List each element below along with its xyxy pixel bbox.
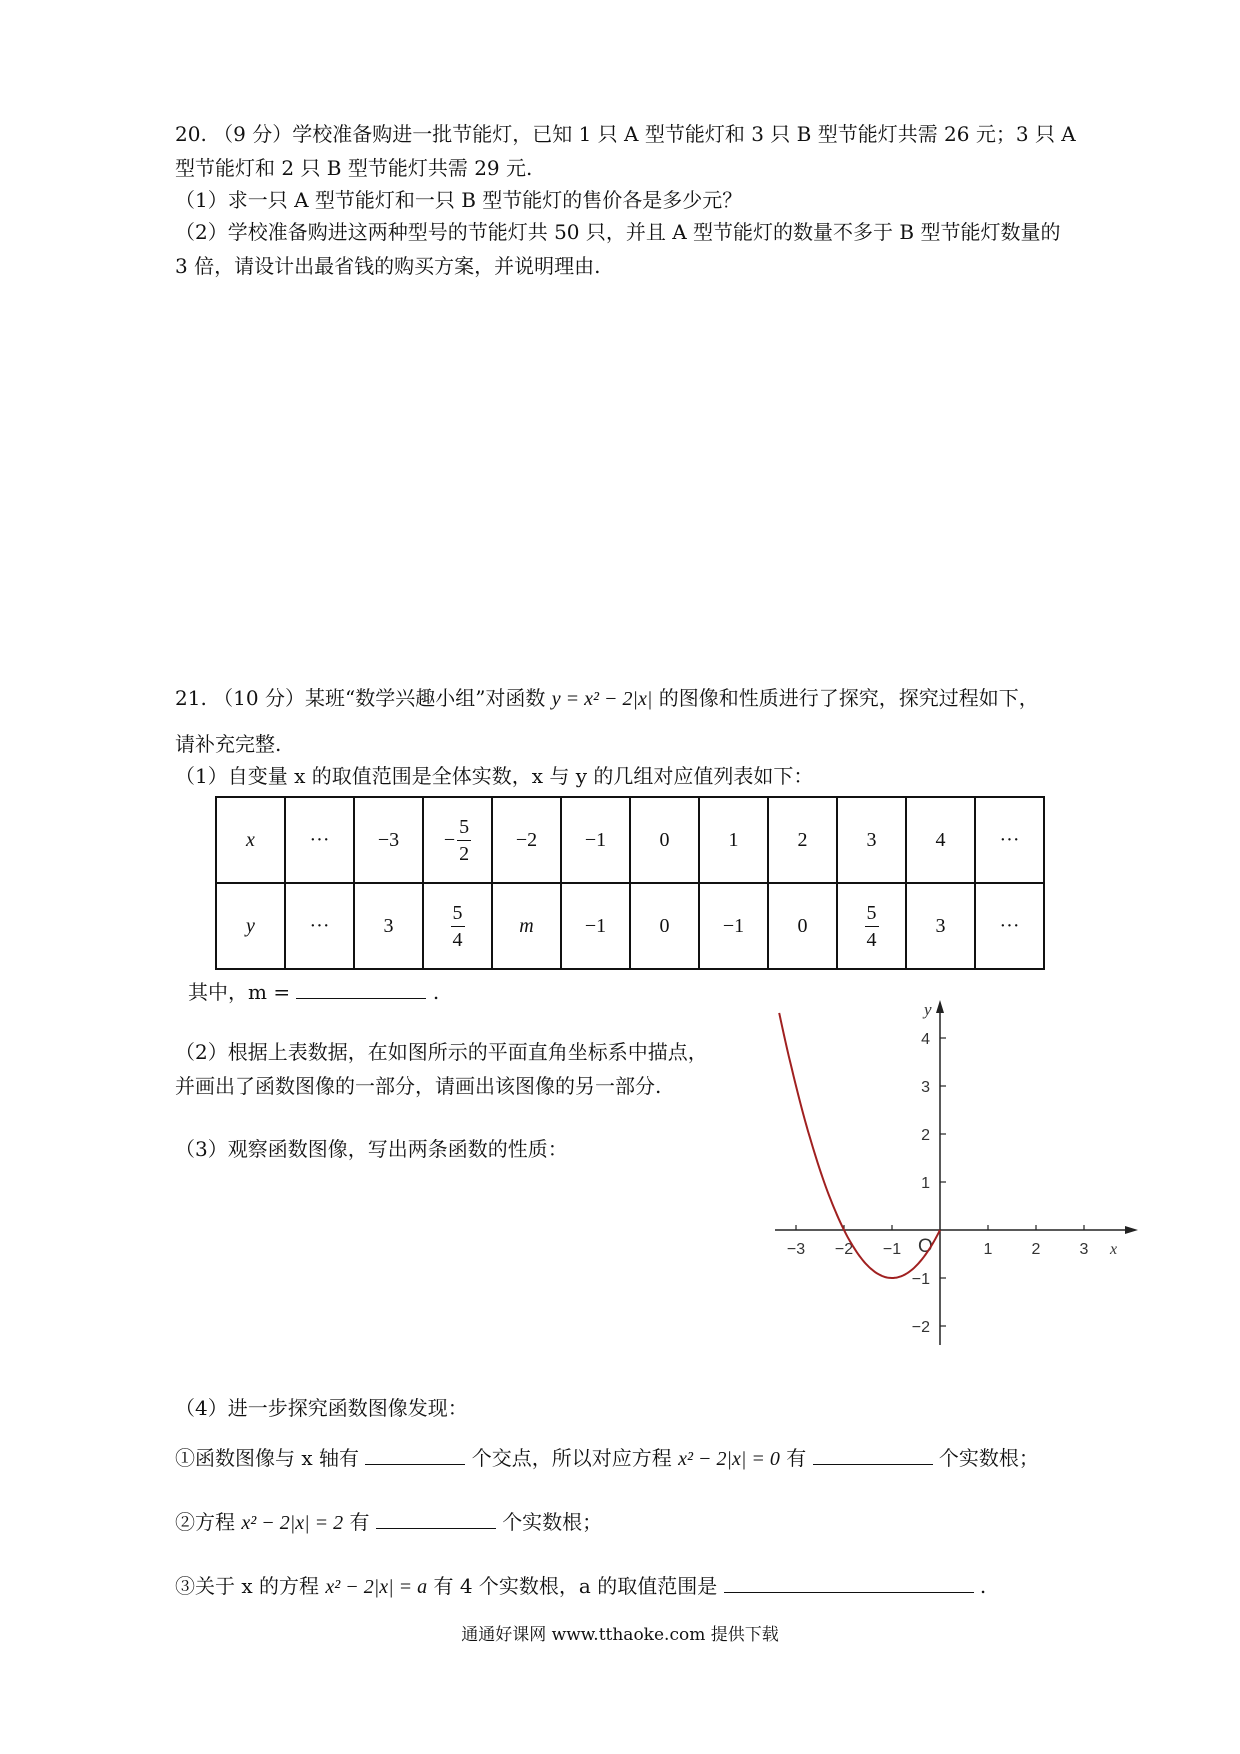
equation-3: x² − 2|x| = a <box>325 1576 428 1598</box>
graph-ticks <box>787 1031 1089 1336</box>
equation-2: x² − 2|x| = 2 <box>241 1512 344 1534</box>
table-cell-fraction: $\frac{5}{4}$ <box>837 883 906 969</box>
q21-intro <box>175 684 1039 713</box>
table-cell: 0 <box>630 797 699 883</box>
m-label: 其中，m = <box>188 980 291 1004</box>
root-count-blank-2[interactable] <box>376 1508 496 1529</box>
x-axis-label: x <box>1110 1241 1118 1258</box>
y-tick-label: 3 <box>921 1079 930 1096</box>
y-axis-arrow <box>936 1000 944 1013</box>
q21-item3: ③关于 x 的方程 x² − 2|x| = a 有 4 个实数根，a 的取值范围是 . <box>175 1574 987 1598</box>
table-cell: ··· <box>975 883 1044 969</box>
table-cell: ··· <box>285 883 354 969</box>
x-tick-label: 3 <box>1079 1241 1089 1258</box>
y-tick-label: 1 <box>921 1175 930 1192</box>
value-table <box>215 796 1045 970</box>
y-tick-label: 4 <box>921 1031 930 1048</box>
q20-part1: （1）求一只 A 型节能灯和一只 B 型节能灯的售价各是多少元？ <box>175 188 743 212</box>
x-tick-label: −3 <box>786 1241 806 1258</box>
table-cell: −1 <box>561 883 630 969</box>
q21-function: y = x² − 2|x| <box>551 688 653 710</box>
y-axis-label: y <box>924 1000 932 1019</box>
table-cell: 3 <box>354 883 423 969</box>
m-blank[interactable] <box>296 978 426 999</box>
table-cell: ··· <box>975 797 1044 883</box>
table-row-x <box>216 797 1044 883</box>
x-tick-label: −1 <box>882 1241 902 1258</box>
range-blank[interactable] <box>724 1572 974 1593</box>
table-cell: −2 <box>492 797 561 883</box>
table-cell: 3 <box>837 797 906 883</box>
y-tick-label: 2 <box>921 1127 930 1144</box>
q21-part3: （3）观察函数图像，写出两条函数的性质： <box>175 1137 568 1161</box>
m-answer-line: 其中，m = . <box>188 980 440 1004</box>
origin-label: O <box>918 1236 933 1257</box>
x-tick-label: −2 <box>834 1241 854 1258</box>
q20-part2b: 3 倍，请设计出最省钱的购买方案，并说明理由. <box>175 254 601 278</box>
q21-part2a: （2）根据上表数据，在如图所示的平面直角坐标系中描点， <box>175 1040 708 1064</box>
table-cell-fraction: $\frac{5}{4}$ <box>423 883 492 969</box>
function-curve <box>779 1013 940 1278</box>
root-count-blank-1[interactable] <box>813 1444 933 1465</box>
q21-item2: ②方程 x² − 2|x| = 2 有 个实数根； <box>175 1510 603 1534</box>
table-cell: 2 <box>768 797 837 883</box>
q21-part1: （1）自变量 x 的取值范围是全体实数，x 与 y 的几组对应值列表如下： <box>175 764 814 788</box>
table-cell: ··· <box>285 797 354 883</box>
q20-line2: 型节能灯和 2 只 B 型节能灯共需 29 元. <box>175 156 533 180</box>
coordinate-graph <box>770 995 1150 1355</box>
q21-part4: （4）进一步探究函数图像发现： <box>175 1396 468 1420</box>
q21-intro-a: 21. （10 分）某班“数学兴趣小组”对函数 <box>175 686 546 710</box>
table-cell: −1 <box>561 797 630 883</box>
table-cell: −3 <box>354 797 423 883</box>
x-axis-arrow <box>1125 1226 1138 1234</box>
table-cell: 1 <box>699 797 768 883</box>
x-tick-label: 1 <box>983 1241 993 1258</box>
table-header-y: y <box>216 883 285 969</box>
q21-intro-b: 的图像和性质进行了探究，探究过程如下， <box>658 686 1039 710</box>
table-cell: 0 <box>630 883 699 969</box>
q21-part2b: 并画出了函数图像的一部分，请画出该图像的另一部分. <box>175 1074 662 1098</box>
table-cell: 3 <box>906 883 975 969</box>
equation-1: x² − 2|x| = 0 <box>678 1448 780 1470</box>
table-cell: −1 <box>699 883 768 969</box>
table-cell-m: m <box>492 883 561 969</box>
y-tick-label: −1 <box>911 1271 930 1288</box>
q20-part2a: （2）学校准备购进这两种型号的节能灯共 50 只，并且 A 型节能灯的数量不多于 B 型节能灯数量的 <box>175 220 1061 244</box>
x-tick-label: 2 <box>1031 1241 1041 1258</box>
q20-line1: 20. （9 分）学校准备购进一批节能灯，已知 1 只 A 型节能灯和 3 只 B 型节能灯共需 26 元；3 只 A <box>175 122 1076 146</box>
table-cell: 0 <box>768 883 837 969</box>
table-cell: 4 <box>906 797 975 883</box>
q21-item1: ①函数图像与 x 轴有 个交点，所以对应方程 x² − 2|x| = 0 有 个实数根； <box>175 1446 1039 1470</box>
graph-axes <box>775 1000 1138 1345</box>
q21-intro-c: 请补充完整. <box>175 732 282 756</box>
footer-source: 通通好课网 www.tthaoke.com 提供下载 <box>461 1625 779 1645</box>
table-row-y <box>216 883 1044 969</box>
y-tick-label: −2 <box>911 1319 930 1336</box>
table-cell-fraction: − $\frac{5}{2}$ <box>423 797 492 883</box>
table-header-x: x <box>216 797 285 883</box>
intersection-count-blank[interactable] <box>365 1444 465 1465</box>
